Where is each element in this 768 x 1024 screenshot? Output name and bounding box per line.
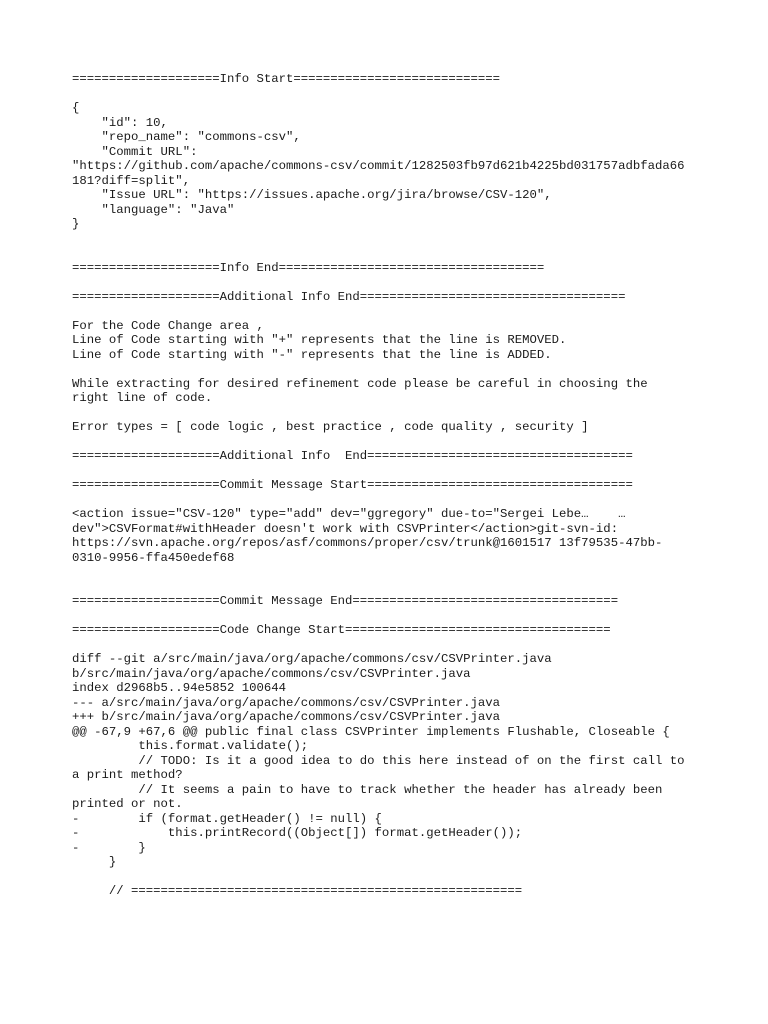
document-line: { xyxy=(72,101,80,115)
document-line xyxy=(72,362,712,377)
document-text xyxy=(72,72,712,899)
document-line: "Issue URL": "https://issues.apache.org/jira/browse/CSV-120", xyxy=(72,188,552,202)
document-line: ====================Commit Message Start==================================== xyxy=(72,478,633,492)
document-line: // TODO: Is it a good idea to do this here instead of on the first call to xyxy=(72,753,685,768)
document-line: "https://github.com/apache/commons-csv/commit/1282503fb97d621b4225bd031757adbfada66 xyxy=(72,159,685,173)
document-line: a print method? xyxy=(72,768,183,782)
document-line: ====================Info End==================================== xyxy=(72,260,545,275)
document-line: index d2968b5..94e5852 100644 xyxy=(72,681,287,695)
document-line: ====================Additional Info End==================================== xyxy=(72,289,626,304)
document-line: While extracting for desired refinement code please be careful in choosing the xyxy=(72,376,648,391)
document-line xyxy=(72,87,712,102)
document-line: ====================Code Change Start==================================== xyxy=(72,623,611,637)
document-line: printed or not. xyxy=(72,797,183,811)
document-line xyxy=(72,232,712,247)
document-line: // ===================================================== xyxy=(72,884,523,898)
document-line: right line of code. xyxy=(72,391,213,405)
document-line xyxy=(72,246,712,261)
document-line xyxy=(72,565,712,580)
document-line: dev">CSVFormat#withHeader doesn't work with CSVPrinter</action>git-svn-id: xyxy=(72,521,619,536)
document-line: // It seems a pain to have to track whether the header has already been xyxy=(72,782,663,797)
document-line: this.format.validate(); xyxy=(72,739,309,753)
document-line xyxy=(72,870,712,885)
document-line xyxy=(72,406,712,421)
document-line xyxy=(72,435,712,450)
document-line: Error types = [ code logic , best practice , code quality , security ] xyxy=(72,420,589,434)
document-line: https://svn.apache.org/repos/asf/commons/proper/csv/trunk@1601517 13f79535-47bb- xyxy=(72,536,663,550)
document-line: b/src/main/java/org/apache/commons/csv/CSVPrinter.java xyxy=(72,666,471,681)
document-line: +++ b/src/main/java/org/apache/commons/csv/CSVPrinter.java xyxy=(72,710,501,724)
document-line: Line of Code starting with "+" represents that the line is REMOVED. xyxy=(72,333,567,347)
document-line: - this.printRecord((Object[]) format.getHeader()); xyxy=(72,826,523,840)
document-line: "language": "Java" xyxy=(72,202,235,217)
document-line: 0310-9956-ffa450edef68 xyxy=(72,550,235,565)
document-line xyxy=(72,275,712,290)
document-line: "id": 10, xyxy=(72,115,168,130)
document-line: "repo_name": "commons-csv", xyxy=(72,130,301,144)
document-line: } xyxy=(72,855,117,869)
document-line xyxy=(72,304,712,319)
document-line: diff --git a/src/main/java/org/apache/commons/csv/CSVPrinter.java xyxy=(72,652,552,666)
document-line xyxy=(72,464,712,479)
document-line: ====================Additional Info End==================================== xyxy=(72,449,633,463)
document-line: 181?diff=split", xyxy=(72,173,191,188)
document-line: "Commit URL": xyxy=(72,144,198,159)
document-line: ====================Commit Message End==================================== xyxy=(72,594,619,608)
document-line: - } xyxy=(72,840,146,855)
document-line xyxy=(72,493,712,508)
document-line: --- a/src/main/java/org/apache/commons/csv/CSVPrinter.java xyxy=(72,695,501,710)
document-line xyxy=(72,609,712,624)
document-line: } xyxy=(72,217,80,231)
document-line: ====================Info Start============================ xyxy=(72,72,501,86)
document-line: - if (format.getHeader() != null) { xyxy=(72,811,382,826)
document-line: Line of Code starting with "-" represents that the line is ADDED. xyxy=(72,347,552,362)
document-line: @@ -67,9 +67,6 @@ public final class CSVPrinter implements Flushable, Closeable { xyxy=(72,724,670,739)
document-line: For the Code Change area , xyxy=(72,318,264,333)
document-line xyxy=(72,580,712,595)
document-line xyxy=(72,638,712,653)
document-line: <action issue="CSV-120" type="add" dev="ggregory" due-to="Sergei Lebe… … xyxy=(72,507,626,521)
